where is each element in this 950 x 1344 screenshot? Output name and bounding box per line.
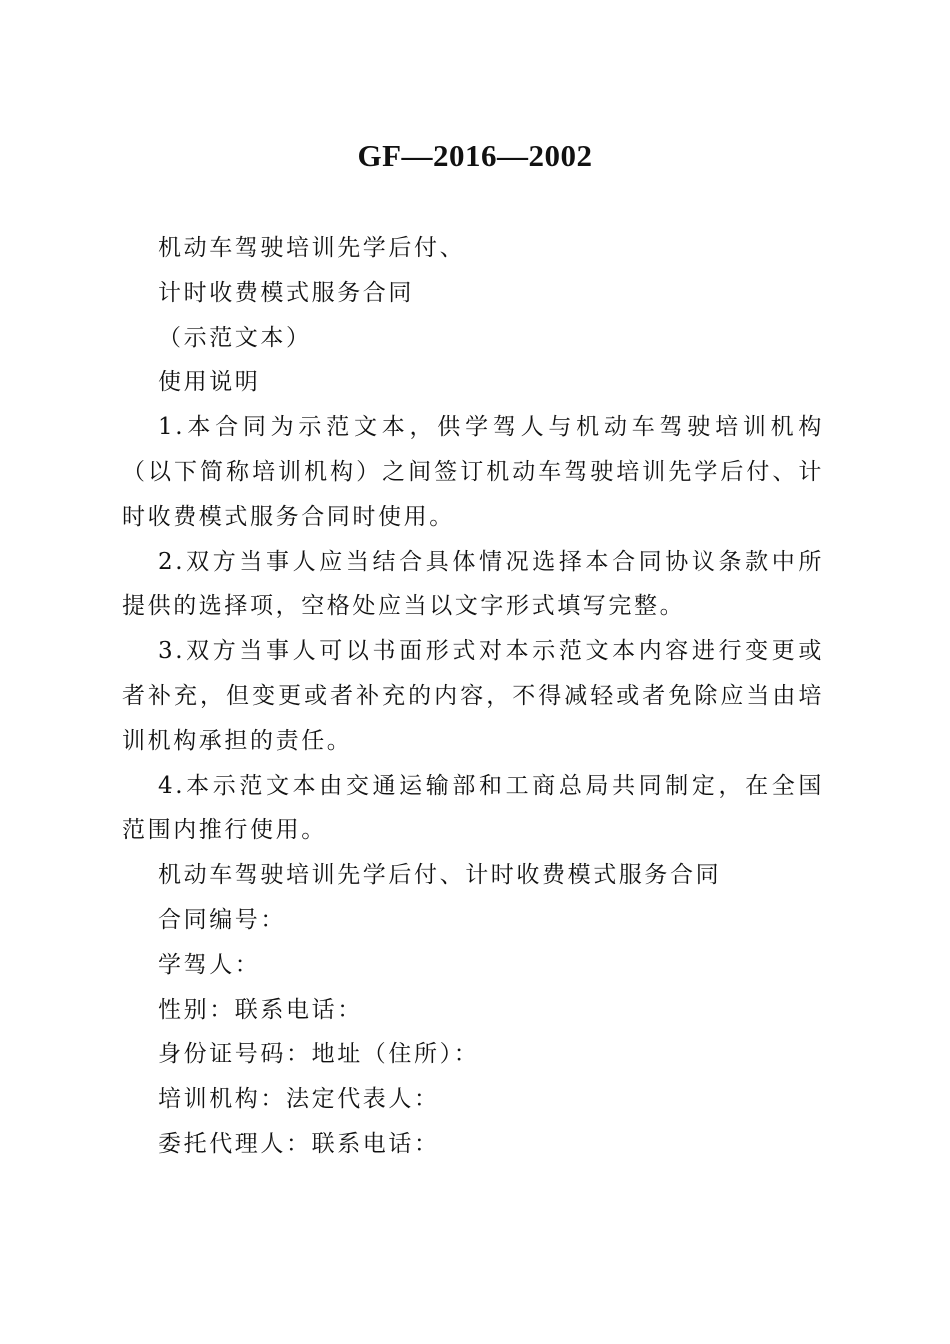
- title-line-2: 计时收费模式服务合同: [158, 279, 414, 306]
- field-agent-phone: 委托代理人：联系电话：: [158, 1130, 440, 1157]
- subtitle: （示范文本）: [158, 324, 312, 351]
- instruction-item-1: 1.本合同为示范文本，供学驾人与机动车驾驶培训机构（以下简称培训机构）之间签订机动车驾驶培训先学后付、计时收费模式服务合同时使用。: [122, 414, 824, 530]
- field-institution-representative: 培训机构：法定代表人：: [158, 1086, 440, 1113]
- document-body: [122, 226, 824, 1167]
- instruction-item-2: 2.双方当事人应当结合具体情况选择本合同协议条款中所提供的选择项，空格处应当以文字形式填写完整。: [122, 548, 824, 620]
- instruction-item-4: 4.本示范文本由交通运输部和工商总局共同制定，在全国范围内推行使用。: [122, 772, 824, 844]
- field-gender-phone: 性别：联系电话：: [158, 996, 363, 1023]
- instructions-heading: 使用说明: [158, 369, 261, 396]
- title-line-1: 机动车驾驶培训先学后付、: [158, 235, 466, 261]
- contract-title: 机动车驾驶培训先学后付、计时收费模式服务合同: [158, 862, 722, 889]
- field-learner: 学驾人：: [158, 951, 261, 978]
- instruction-item-3: 3.双方当事人可以书面形式对本示范文本内容进行变更或者补充，但变更或者补充的内容，不得减轻或者免除应当由培训机构承担的责任。: [122, 638, 824, 754]
- field-id-address: 身份证号码：地址（住所）：: [158, 1041, 480, 1068]
- standard-code: GF—2016—2002: [357, 138, 593, 173]
- field-contract-number: 合同编号：: [158, 906, 286, 933]
